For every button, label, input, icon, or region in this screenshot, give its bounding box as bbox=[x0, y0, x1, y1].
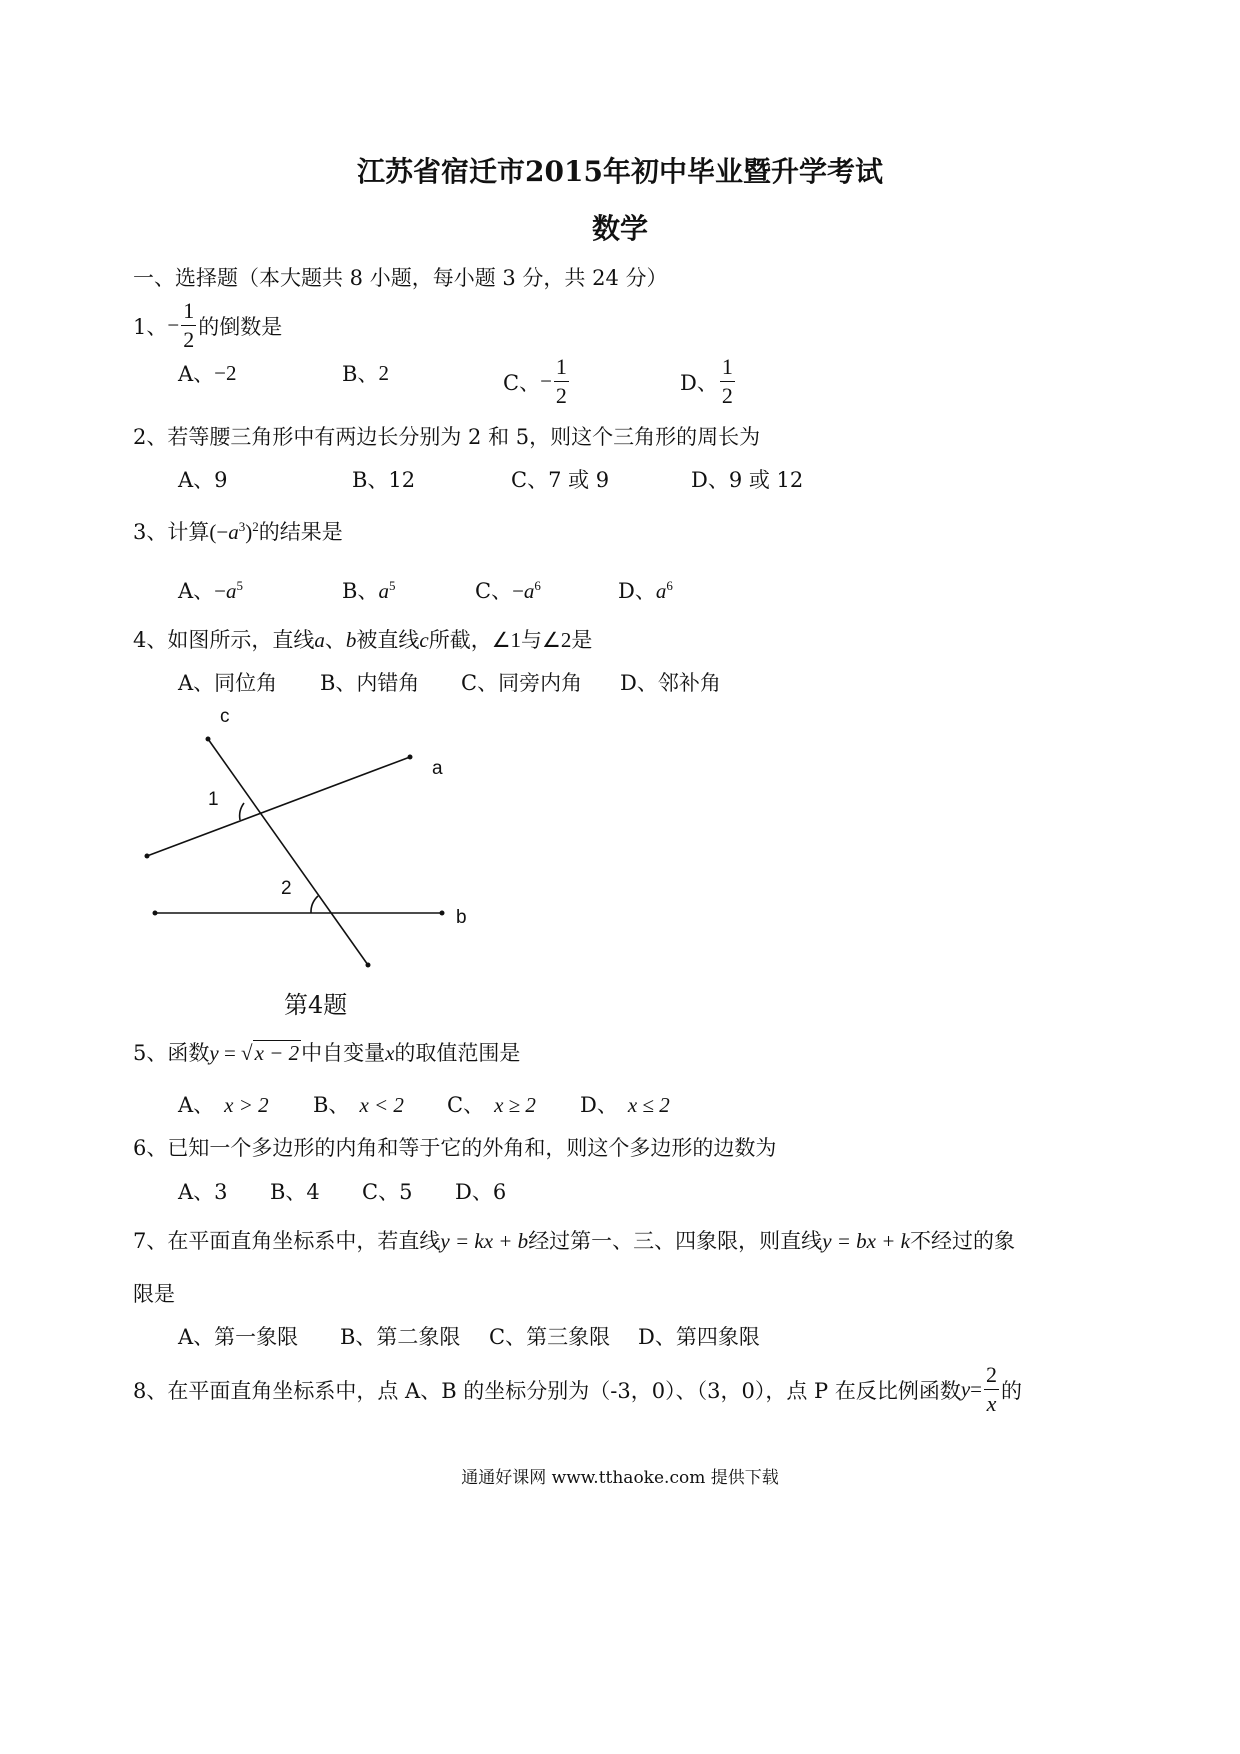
q3-option-c: C、$-a^6$ bbox=[475, 578, 541, 603]
q5-radicand: x − 2 bbox=[254, 1041, 300, 1065]
label-a: a bbox=[432, 758, 443, 779]
q1-option-d: D、 $\frac{1}{2}$ bbox=[680, 354, 733, 408]
q6-option-a: A、3 bbox=[178, 1180, 228, 1204]
angle-2-arc bbox=[311, 896, 318, 913]
q1-neg: − bbox=[167, 313, 180, 337]
question-4: 4、如图所示，直线a、b被直线c所截，∠1与∠2是 bbox=[133, 628, 593, 652]
q1-frac-den: 2 bbox=[183, 327, 195, 352]
q5-option-b: B、 x < 2 bbox=[313, 1093, 404, 1117]
endpoint-dot bbox=[145, 854, 150, 859]
q5-option-d: D、 x ≤ 2 bbox=[580, 1093, 670, 1117]
line-a bbox=[147, 757, 410, 856]
q1-option-a: A、 −2 bbox=[178, 360, 237, 386]
q2-option-b: B、12 bbox=[352, 468, 416, 492]
angle-1-arc bbox=[240, 803, 244, 820]
q4-option-d: D、邻补角 bbox=[620, 671, 721, 695]
q1-text: 的倒数是 bbox=[198, 314, 283, 339]
question-7: 7、在平面直角坐标系中，若直线y = kx + b经过第一、三、四象限，则直线y = bx + k不经过的象 bbox=[133, 1229, 1015, 1253]
exam-title: 江苏省宿迁市2015年初中毕业暨升学考试 bbox=[357, 155, 883, 188]
question-7-line-2: 限是 bbox=[133, 1282, 175, 1306]
subject-title: 数学 bbox=[591, 212, 648, 245]
q4-option-b: B、内错角 bbox=[320, 671, 420, 695]
label-c: c bbox=[220, 706, 230, 727]
endpoint-dot bbox=[440, 911, 445, 916]
q2-option-c: C、7 或 9 bbox=[511, 468, 610, 492]
label-b: b bbox=[456, 907, 467, 928]
question-2: 2、若等腰三角形中有两边长分别为 2 和 5，则这个三角形的周长为 bbox=[133, 425, 761, 449]
q5-option-c: C、 x ≥ 2 bbox=[447, 1093, 536, 1117]
question-5: 5、函数y = √x − 2中自变量x的取值范围是 bbox=[133, 1041, 521, 1065]
q6-option-d: D、6 bbox=[455, 1180, 507, 1204]
q4-option-a: A、同位角 bbox=[178, 671, 278, 695]
q1-option-c: C、 − $\frac{1}{2}$ bbox=[503, 354, 567, 408]
figure-caption: 第4题 bbox=[284, 991, 348, 1019]
q7-option-b: B、第二象限 bbox=[340, 1325, 461, 1349]
q3-option-a: A、$-a^5$ bbox=[178, 578, 244, 603]
q1-option-b: B、 2 bbox=[342, 360, 389, 386]
question-6: 6、已知一个多边形的内角和等于它的外角和，则这个多边形的边数为 bbox=[133, 1136, 777, 1160]
q8-fraction: $\frac{2}{x}$ bbox=[986, 1362, 997, 1416]
q2-option-a: A、9 bbox=[178, 468, 228, 492]
footer-source: 通通好课网 www.tthaoke.com 提供下载 bbox=[461, 1468, 779, 1488]
question-8: 8、在平面直角坐标系中，点 A、B 的坐标分别为（-3，0）、（3，0），点 P 在反比例函数 y = $\frac{2}{x}$ 的 bbox=[133, 1362, 1022, 1416]
q6-option-b: B、4 bbox=[270, 1180, 320, 1204]
q3-option-b: B、$a^5$ bbox=[342, 578, 396, 603]
q7-option-c: C、第三象限 bbox=[489, 1325, 611, 1349]
q3-option-d: D、$a^6$ bbox=[618, 578, 673, 603]
endpoint-dot bbox=[153, 911, 158, 916]
line-c bbox=[208, 739, 368, 965]
section-heading: 一、选择题（本大题共 8 小题，每小题 3 分，共 24 分） bbox=[133, 266, 668, 290]
q4-option-c: C、同旁内角 bbox=[461, 671, 583, 695]
endpoint-dot bbox=[408, 755, 413, 760]
q2-option-d: D、9 或 12 bbox=[691, 468, 804, 492]
q6-option-c: C、5 bbox=[362, 1180, 413, 1204]
label-angle-1: 1 bbox=[208, 789, 219, 810]
q7-option-d: D、第四象限 bbox=[638, 1325, 760, 1349]
question-3: 3、计算$(-a^3)^2$的结果是 bbox=[133, 519, 343, 544]
q1-frac-num: 1 bbox=[181, 300, 196, 326]
q5-option-a: A、 x > 2 bbox=[178, 1093, 269, 1117]
q1-number: 1、 bbox=[133, 314, 168, 339]
endpoint-dot bbox=[206, 737, 211, 742]
endpoint-dot bbox=[366, 963, 371, 968]
q7-option-a: A、第一象限 bbox=[178, 1325, 299, 1349]
label-angle-2: 2 bbox=[281, 878, 292, 899]
